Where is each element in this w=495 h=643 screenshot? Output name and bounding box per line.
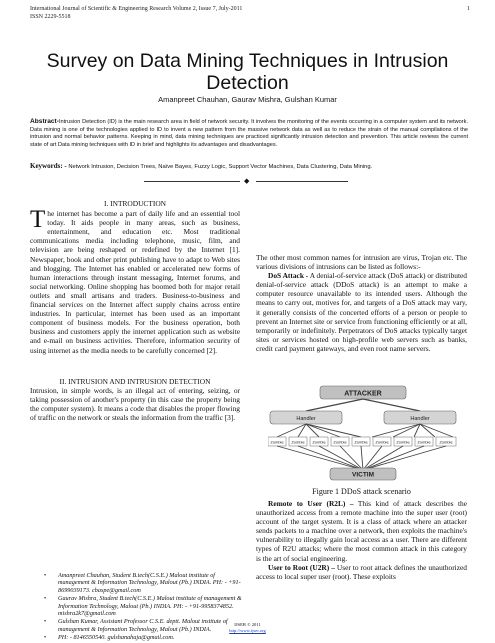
issn-line: ISSN 2229-5518	[30, 13, 71, 20]
victim-node	[330, 468, 396, 480]
running-header	[30, 6, 470, 21]
divider-right	[256, 181, 348, 182]
dos-paragraph	[256, 271, 467, 353]
divider-diamond-icon: ◆	[244, 177, 250, 185]
footer-copyright: IJSER © 2011	[234, 622, 261, 627]
zombie-label: Zombie	[417, 439, 431, 445]
section-heading-intrusion: II. INTRUSION AND INTRUSION DETECTION	[59, 376, 211, 386]
introduction-paragraph	[30, 206, 240, 355]
keywords-text: Network Intrusion, Decision Trees, Naïve Bayes, Fuzzy Logic, Support Vector Machines, Data Clustering, Data Mining.	[68, 164, 373, 170]
zombie-label: Zombie	[439, 439, 453, 445]
right-column-upper	[256, 253, 467, 353]
abstract	[30, 118, 468, 149]
zombie-label: Zombie	[291, 439, 305, 445]
paper-title: Survey on Data Mining Techniques in Intrusion Detection	[46, 50, 449, 94]
zombie-label: Zombie	[312, 439, 326, 445]
journal-line: International Journal of Scientific & Engineering Research Volume 2, Issue 7, July-2011	[30, 6, 243, 12]
left-column	[30, 199, 240, 422]
victim-label: VICTIM	[351, 471, 375, 479]
figure-caption: Figure 1 DDoS attack scenario	[312, 487, 411, 496]
intrusion-paragraph: Intrusion, in simple words, is an illegal act of entering, seizing, or taking possession of another's property (in this case the property being the computer system). It means a code that disables the proper flowing of traffic on the network or steals the information from the traffic [3].	[30, 385, 240, 422]
footer-url-link[interactable]: http://www.ijser.org	[229, 627, 266, 633]
r2l-text: This kind of attack describes the unauthorized access from a remote machine into the super user (root) account of the target system. It is a class of attack where an attacker sends packets to a machine over a network, then exploits the machine's vulnerability to illegally gain local access as a user. There are different types of R2U attacks; where the most common attack in this category is the art of social engineering.	[256, 499, 467, 563]
section-heading-introduction: I. INTRODUCTION	[104, 199, 166, 208]
zombie-label: Zombie	[333, 439, 347, 445]
zombie-label: Zombie	[354, 439, 368, 445]
keywords-label: Keywords: -	[30, 162, 67, 170]
dos-label: DoS Attack -	[268, 271, 309, 281]
r2l-paragraph	[256, 499, 467, 563]
right-column-lower	[256, 499, 467, 581]
author-list: Amanpreet Chauhan, Gaurav Mishra, Gulshan Kumar	[158, 95, 337, 104]
zombie-label: Zombie	[375, 439, 389, 445]
footnote-item: • Gaurav Mishra, Student B.tech(C.S.E.) Malout institute of management & Information Technology, Malout (Pb.) INDIA. PH: - +91-9958374852. mishra2k7@gmail.com	[30, 595, 242, 617]
attacker-node	[320, 386, 406, 399]
svg-text:Handler: Handler	[296, 416, 316, 422]
page-number: 1	[467, 6, 470, 12]
zombie-label: Zombie	[396, 439, 410, 445]
intrusion-types-intro: The other most common names for intrusion are virus, Trojan etc. The various divisions of intrusions can be listed as follows:-	[256, 253, 467, 272]
handler-node-left	[270, 411, 342, 424]
footnote-item: • Gulshan Kumar, Assistant Professor C.S.E. deptt. Malout institute of management & Information Technology, Malout (Pb.) INDIA.	[30, 618, 242, 633]
abstract-label: Abstract-	[30, 118, 59, 125]
u2r-text: User to root attack defines the unauthorized access to local super user (root). These exploits	[256, 562, 467, 581]
attacker-label: ATTACKER	[344, 390, 382, 398]
footnote-item: • Amanpreet Chauhan, Student B.tech(C.S.E.) Malout institute of management & Information Technology, Malout (Pb.) INDIA. PH: - +91-8699039173. cbaspe@gmail.com	[30, 572, 242, 594]
ddos-diagram	[268, 384, 458, 482]
footnote-item: • PH: - 8146550540. gulshanahuja@gmail.com.	[30, 634, 242, 641]
page-footer	[0, 622, 495, 633]
zombie-label: Zombie	[270, 439, 284, 445]
keywords	[30, 162, 468, 170]
divider-left	[144, 181, 240, 182]
dos-text: A denial-of-service attack (DoS attack) or distributed denial-of-service attack (DDoS attack) is an attempt to make a computer resource unavailable to its intended users. Although the means to carry out, motives for, and targets of a DoS attack may vary, it generally consists of the concerted efforts of a person or people to prevent an Internet site or service from functioning efficiently or at all, temporarily or indefinitely. Perpetrators of DoS attacks typically target sites or services hosted on high-profile web servers such as banks, credit card payment gateways, and even root name servers.	[256, 271, 467, 353]
zombie-row	[268, 437, 456, 446]
drop-cap: T	[30, 206, 46, 234]
handler-node-right	[384, 411, 456, 424]
r2l-label: Remote to User (R2L) –	[268, 499, 354, 508]
abstract-text: Intrusion Detection (ID) is the main research area in field of network security. It involves the monitoring of the events occurring in a computer system and its network. Data mining is one of the technologies applied to ID to invent a new pattern from the massive network data as well as to reduce the strain of the manual compilations of the intrusion and normal behavior patterns. Keeping in mind, data mining techniques are practiced significantly intrusion detection and prevention. This article reviews the current state of art Data mining techniques with ID in brief and highlights its advantages and disadvantages.	[30, 119, 468, 148]
u2r-paragraph	[256, 563, 467, 581]
svg-text:Handler: Handler	[410, 416, 430, 422]
introduction-text: he internet has become a part of daily life and an essential tool today. It aids people in many areas, such as business, entertainment, and education etc. Most traditional communications media including telephone, music, film, and television are being reshaped or redefined by the Internet [1]. Newspaper, book and other print publishing have to adapt to Web sites and blogging. The Internet has enabled or accelerated new forms of human interactions through instant messaging, Internet forums, and social networking. Online shopping has boomed both for major retail outlets and small artisans and traders. Business-to-business and financial services on the Internet affect supply chains across entire industries. In particular, internet has been used as an important component of business models. For the business operation, both business and customers apply the internet application such as website and e-mail on business activities. Therefore, information security of using internet as the media needs to be carefully concerned [2].	[30, 209, 240, 355]
u2r-label: User to Root (U2R) –	[268, 562, 335, 572]
